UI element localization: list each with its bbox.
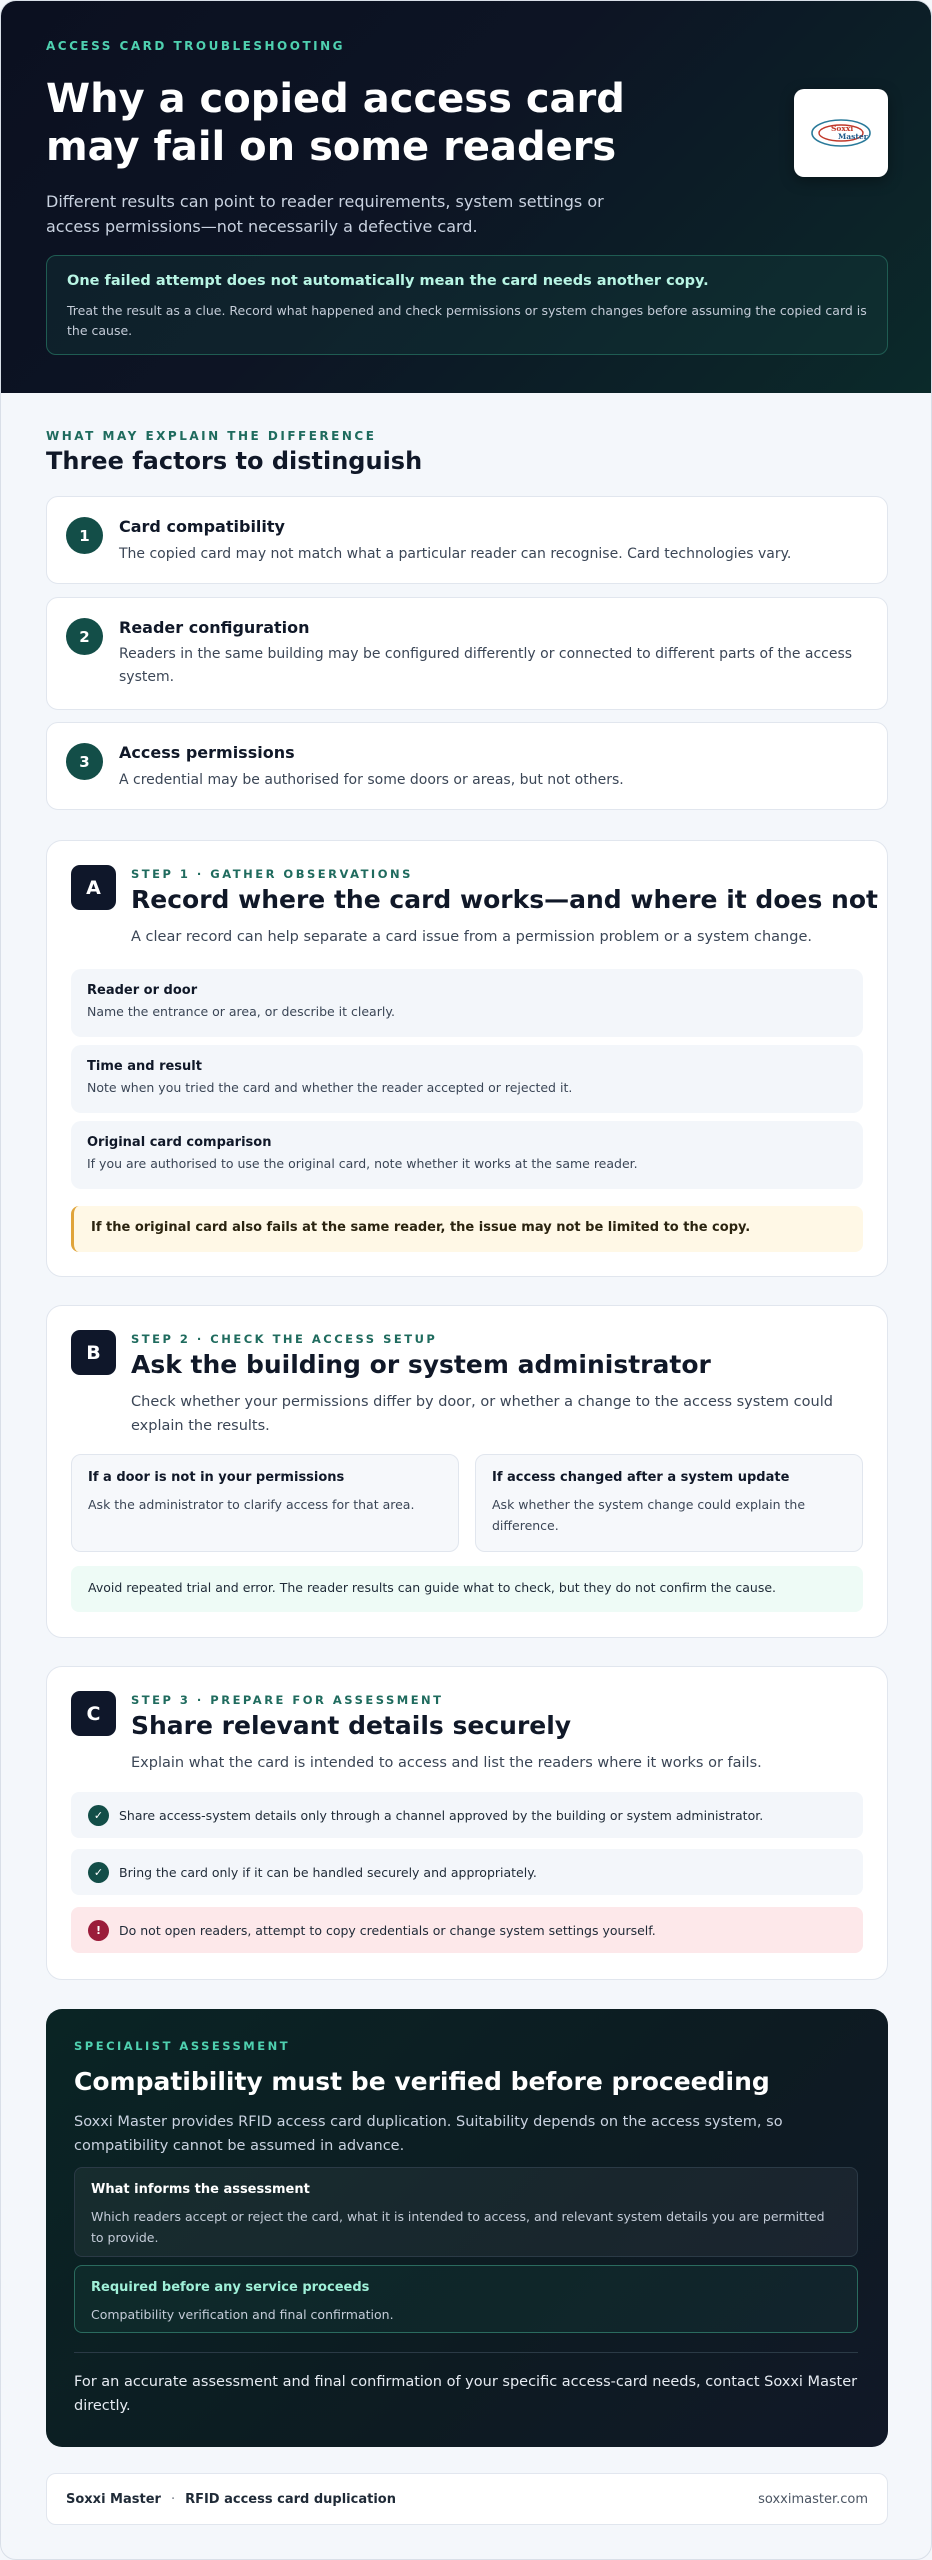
brand-logo: [794, 89, 888, 177]
observation-item: [71, 1121, 863, 1189]
hero-callout: [46, 255, 888, 355]
observation-title: Original card comparison: [87, 1135, 272, 1150]
alert-text: Do not open readers, attempt to copy credentials or change system settings yourself.: [119, 1922, 656, 1938]
contact-text: For an accurate assessment and final confirmation of your specific access-card needs, contact Soxxi Master directly.: [74, 2374, 858, 2414]
divider: [74, 2352, 858, 2353]
footer-separator: ·: [170, 2491, 176, 2507]
observation-item: [71, 969, 863, 1037]
warning-note: If the original card also fails at the same reader, the issue may not be limited to the copy.: [71, 1206, 863, 1252]
box-text: Compatibility verification and final confirmation.: [91, 2307, 394, 2322]
factor-title: Access permissions: [119, 743, 295, 762]
factor-text: The copied card may not match what a particular reader can recognise. Card technologies vary.: [119, 546, 792, 562]
footer-url-link[interactable]: soxximaster.com: [758, 2491, 868, 2507]
page-footer: [46, 2473, 888, 2525]
step-c-card: [46, 1666, 888, 1980]
specialist-eyebrow: SPECIALIST ASSESSMENT: [74, 2039, 291, 2053]
check-text: Share access-system details only through a channel approved by the building or system administrator.: [119, 1807, 764, 1823]
svg-text:Soxxi: Soxxi: [831, 124, 854, 133]
footer-service: RFID access card duplication: [185, 2491, 396, 2507]
step-title: Share relevant details securely: [131, 1711, 572, 1740]
hero-section: [1, 1, 932, 393]
step-text: Explain what the card is intended to access and list the readers where it works or fails.: [131, 1755, 762, 1771]
box-title: Required before any service proceeds: [91, 2280, 370, 2295]
svg-text:Master: Master: [838, 132, 868, 141]
check-item: [71, 1792, 863, 1838]
check-item: [71, 1849, 863, 1895]
hero-callout-text: Treat the result as a clue. Record what happened and check permissions or system changes before assuming the copied card is the cause.: [67, 303, 867, 338]
factor-card: [46, 597, 888, 710]
specialist-title: Compatibility must be verified before proceeding: [74, 2067, 770, 2096]
step-title: Record where the card works—and where it does not: [131, 885, 878, 914]
requirement-box: [74, 2265, 858, 2333]
observation-title: Reader or door: [87, 983, 198, 998]
step-title: Ask the building or system administrator: [131, 1350, 711, 1379]
check-text: Bring the card only if it can be handled securely and appropriately.: [119, 1864, 537, 1880]
specialist-text: Soxxi Master provides RFID access card duplication. Suitability depends on the access system, so compatibility cannot be assumed in advance.: [74, 2114, 783, 2154]
factor-card: [46, 496, 888, 584]
page-title: Why a copied access card may fail on some readers: [46, 76, 625, 170]
factor-text: Readers in the same building may be configured differently or connected to different parts of the access system.: [119, 646, 853, 685]
observation-item: [71, 1045, 863, 1113]
factor-title: Reader configuration: [119, 618, 310, 637]
step-badge: C: [71, 1691, 116, 1736]
info-note: Avoid repeated trial and error. The reader results can guide what to check, but they do not confirm the cause.: [71, 1566, 863, 1612]
step-a-card: [46, 840, 888, 1277]
step-eyebrow: STEP 2 · CHECK THE ACCESS SETUP: [131, 1332, 438, 1346]
alert-item: [71, 1907, 863, 1953]
factor-text: A credential may be authorised for some doors or areas, but not others.: [119, 772, 624, 788]
hero-callout-title: One failed attempt does not automatically mean the card needs another copy.: [67, 273, 709, 289]
step-text: A clear record can help separate a card issue from a permission problem or a system change.: [131, 929, 812, 945]
factor-number: 1: [66, 517, 103, 554]
box-text: Which readers accept or reject the card, what it is intended to access, and relevant system details you are permitted to provide.: [91, 2209, 825, 2245]
case-title: If access changed after a system update: [492, 1470, 790, 1485]
step-eyebrow: STEP 1 · GATHER OBSERVATIONS: [131, 867, 413, 881]
checkmark-icon: ✓: [88, 1862, 109, 1883]
step-b-card: [46, 1305, 888, 1638]
factor-card: [46, 722, 888, 810]
factors-eyebrow: WHAT MAY EXPLAIN THE DIFFERENCE: [46, 429, 377, 443]
observation-text: Note when you tried the card and whether the reader accepted or rejected it.: [87, 1080, 573, 1095]
case-text: Ask the administrator to clarify access for that area.: [88, 1497, 415, 1512]
permission-case-card: [71, 1454, 459, 1552]
logo-icon: [809, 116, 873, 150]
factor-number: 3: [66, 743, 103, 780]
specialist-section: [46, 2009, 888, 2447]
footer-brand: Soxxi Master: [66, 2491, 161, 2507]
factors-title: Three factors to distinguish: [46, 447, 423, 475]
alert-icon: !: [88, 1920, 109, 1941]
factor-number: 2: [66, 618, 103, 655]
observation-text: If you are authorised to use the original card, note whether it works at the same reader.: [87, 1156, 638, 1171]
case-title: If a door is not in your permissions: [88, 1470, 345, 1485]
observation-text: Name the entrance or area, or describe it clearly.: [87, 1004, 395, 1019]
system-change-case-card: [475, 1454, 863, 1552]
checkmark-icon: ✓: [88, 1805, 109, 1826]
hero-lead: Different results can point to reader requirements, system settings or access permissions—not necessarily a defective card.: [46, 192, 604, 236]
step-text: Check whether your permissions differ by door, or whether a change to the access system could explain the results.: [131, 1394, 833, 1434]
case-text: Ask whether the system change could explain the difference.: [492, 1497, 806, 1533]
box-title: What informs the assessment: [91, 2182, 310, 2197]
factor-title: Card compatibility: [119, 517, 285, 536]
step-badge: A: [71, 865, 116, 910]
observation-title: Time and result: [87, 1059, 202, 1074]
hero-eyebrow: ACCESS CARD TROUBLESHOOTING: [46, 39, 345, 53]
step-badge: B: [71, 1330, 116, 1375]
assessment-info-box: [74, 2167, 858, 2257]
step-eyebrow: STEP 3 · PREPARE FOR ASSESSMENT: [131, 1693, 444, 1707]
